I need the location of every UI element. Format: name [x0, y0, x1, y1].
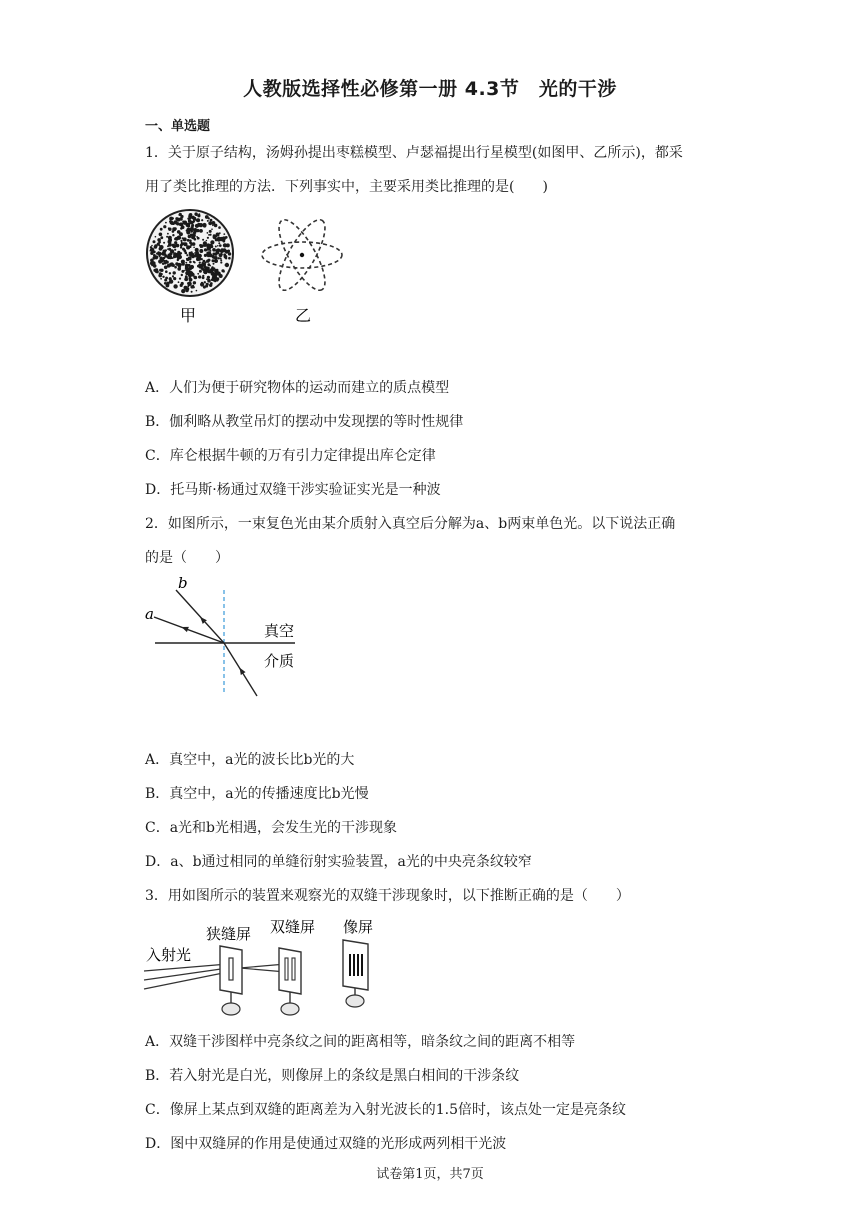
q1-option-c: C．库仑根据牛顿的万有引力定律提出库仑定律 — [145, 448, 436, 464]
q1-option-d: D．托马斯·杨通过双缝干涉实验证实光是一种波 — [145, 482, 441, 498]
q1-stem-line2: 用了类比推理的方法．下列事实中，主要采用类比推理的是( ) — [145, 179, 548, 195]
label-medium: 介质 — [264, 652, 295, 670]
label-image-screen: 像屏 — [343, 918, 374, 936]
q2-option-c: C．a光和b光相遇，会发生光的干涉现象 — [145, 820, 398, 836]
label-b: b — [178, 574, 188, 592]
q1-stem-line1: 1．关于原子结构，汤姆孙提出枣糕模型、卢瑟福提出行星模型(如图甲、乙所示)，都采 — [145, 145, 683, 161]
q3-double-slit-apparatus-figure — [140, 910, 400, 1020]
q2-option-b: B．真空中，a光的传播速度比b光慢 — [145, 786, 369, 802]
double-slit-screen — [279, 948, 301, 1015]
label-double-slit: 双缝屏 — [270, 918, 316, 936]
image-screen — [343, 940, 368, 1007]
q1-option-b: B．伽利略从教堂吊灯的摆动中发现摆的等时性规律 — [145, 414, 464, 430]
nucleus — [300, 253, 304, 257]
q2-stem-line1: 2．如图所示，一束复色光由某介质射入真空后分解为a、b两束单色光。以下说法正确 — [145, 516, 676, 532]
plum-pudding-model — [147, 210, 233, 296]
q3-option-a: A．双缝干涉图样中亮条纹之间的距离相等，暗条纹之间的距离不相等 — [145, 1034, 576, 1050]
label-single-slit: 狭缝屏 — [206, 925, 252, 943]
incident-ray — [224, 643, 257, 696]
q3-option-d: D．图中双缝屏的作用是使通过双缝的光形成两列相干光波 — [145, 1136, 507, 1152]
section-heading: 一、单选题 — [145, 119, 211, 134]
q1-atom-models-figure — [140, 205, 360, 330]
q3-option-b: B．若入射光是白光，则像屏上的条纹是黑白相间的干涉条纹 — [145, 1068, 520, 1084]
q2-stem-line2: 的是（ ） — [145, 550, 229, 566]
single-slit-screen — [220, 946, 242, 1015]
q3-stem-line1: 3．用如图所示的装置来观察光的双缝干涉现象时，以下推断正确的是（ ） — [145, 888, 630, 904]
fig-label-jia: 甲 — [180, 306, 197, 325]
q2-option-d: D．a、b通过相同的单缝衍射实验装置，a光的中央亮条纹较窄 — [145, 854, 532, 870]
fig-label-yi: 乙 — [295, 306, 312, 325]
label-a: a — [145, 605, 154, 623]
label-incident-light: 入射光 — [146, 946, 192, 964]
page-footer: 试卷第1页，共7页 — [376, 1167, 484, 1182]
ray-b — [176, 590, 224, 643]
q1-option-a: A．人们为便于研究物体的运动而建立的质点模型 — [145, 380, 450, 396]
page-title: 人教版选择性必修第一册 4.3节 光的干涉 — [243, 78, 617, 100]
q3-option-c: C．像屏上某点到双缝的距离差为入射光波长的1.5倍时，该点处一定是亮条纹 — [145, 1102, 626, 1118]
q2-refraction-figure — [140, 575, 320, 705]
q2-option-a: A．真空中，a光的波长比b光的大 — [145, 752, 355, 768]
ray-a — [154, 617, 224, 643]
label-vacuum: 真空 — [264, 622, 295, 640]
